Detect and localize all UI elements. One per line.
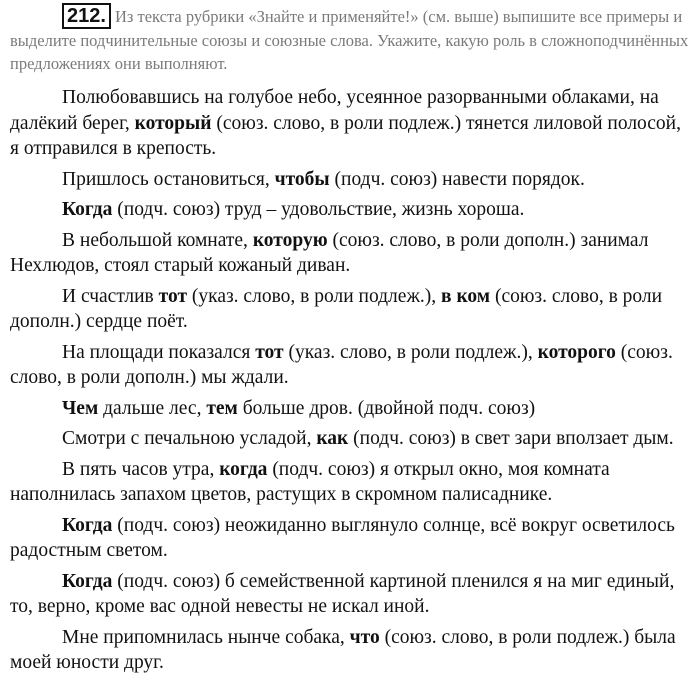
sentence-text: (подч. союз) неожиданно выглянуло солнце, всё вокруг осветилось радостным светом.: [10, 514, 675, 561]
sentence-text: (подч. союз) б семейственной картиной пленился я на миг единый, то, верно, кроме вас одной невесты не искал иной.: [10, 570, 675, 617]
highlighted-conjunction: Когда: [62, 514, 113, 536]
exercise-instruction-block: [0, 0, 700, 75]
highlighted-conjunction: тем: [206, 397, 238, 419]
highlighted-conjunction: чтобы: [274, 168, 330, 190]
highlighted-conjunction: как: [316, 428, 349, 449]
highlighted-conjunction: Чем: [62, 397, 99, 419]
highlighted-conjunction: когда: [219, 458, 268, 480]
sentence-text: (подч. союз) я открыл окно, моя комната наполнилась запахом цветов, растущих в скромном палисаднике.: [10, 458, 610, 505]
highlighted-conjunction: тот: [158, 285, 188, 307]
sentence-text: (подч. союз) в свет зари вползает дым.: [348, 428, 674, 449]
example-sentence: [10, 228, 694, 279]
sentence-text: дальше лес,: [98, 397, 207, 419]
sentence-text: Смотри с печальною усладой,: [62, 428, 317, 449]
example-sentence: [10, 426, 694, 452]
example-sentence: [10, 197, 694, 223]
highlighted-conjunction: Когда: [62, 570, 113, 592]
sentence-text: (союз. слово, в роли дополн.) занимал Нехлюдов, стоял старый кожаный диван.: [10, 229, 649, 276]
sentence-text: (указ. слово, в роли подлеж.),: [187, 285, 442, 307]
sentence-text: Мне припомнилась нынче собака,: [62, 626, 350, 648]
sentence-text: Полюбовавшись на голубое небо, усеянное разорванными облаками, на далёкий берег,: [10, 87, 659, 134]
sentence-text: (союз. слово, в роли подлеж.) была моей юности друг.: [10, 626, 676, 673]
example-sentence: [10, 396, 694, 422]
sentence-text: И счастлив: [62, 285, 159, 307]
sentence-text: (указ. слово, в роли подлеж.),: [283, 341, 538, 363]
sentence-text: В небольшой комнате,: [62, 229, 253, 251]
highlighted-conjunction: которую: [252, 229, 328, 251]
sentence-text: больше дров. (двойной подч. союз): [237, 397, 536, 419]
sentence-text: В пять часов утра,: [62, 458, 220, 480]
example-sentence: [10, 167, 694, 193]
example-sentence: [10, 625, 694, 676]
sentence-text: На площади показался: [62, 341, 256, 363]
highlighted-conjunction: тот: [255, 341, 284, 363]
answer-list: [0, 75, 700, 676]
highlighted-conjunction: в ком: [441, 285, 491, 307]
highlighted-conjunction: что: [349, 626, 380, 648]
highlighted-conjunction: которого: [537, 341, 616, 363]
sentence-text: (союз. слово, в роли дополн.) сердце поёт.: [10, 285, 663, 332]
sentence-text: (союз. слово, в роли подлеж.) тянется лиловой полосой, я отправился в крепость.: [10, 112, 681, 159]
sentence-text: (подч. союз) навести порядок.: [329, 168, 585, 190]
sentence-text: (союз. слово, в роли дополн.) мы ждали.: [10, 341, 673, 388]
example-sentence: [10, 284, 694, 335]
example-sentence: [10, 513, 694, 564]
example-sentence: [10, 340, 694, 391]
example-sentence: [10, 569, 694, 620]
sentence-text: (подч. союз) труд – удовольствие, жизнь хороша.: [112, 199, 525, 220]
exercise-number: 212.: [62, 3, 111, 29]
sentence-text: Пришлось остановиться,: [62, 168, 275, 190]
highlighted-conjunction: Когда: [62, 199, 113, 220]
example-sentence: [10, 85, 694, 162]
highlighted-conjunction: который: [134, 112, 212, 134]
exercise-instruction: Из текста рубрики «Знайте и применяйте!» (см. выше) выпишите все примеры и выделите подчинительные союзы и союзные слова. Укажите, какую роль в сложноподчинённых предложениях они выполняют.: [10, 7, 689, 73]
example-sentence: [10, 457, 694, 508]
